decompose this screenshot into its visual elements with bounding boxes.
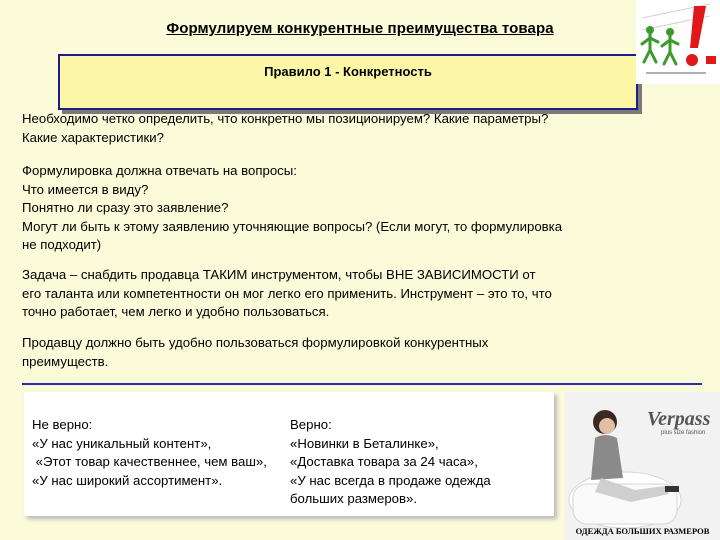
right-item: «Доставка товара за 24 часа», xyxy=(290,454,478,469)
text-line: Понятно ли сразу это заявление? xyxy=(22,200,229,215)
photo-caption: ОДЕЖДА БОЛЬШИХ РАЗМЕРОВ xyxy=(575,526,710,536)
wrong-item: «Этот товар качественнее, чем ваш», xyxy=(32,454,267,469)
wrong-item: «У нас широкий ассортимент». xyxy=(32,472,223,488)
brand-tagline: plus size fashion xyxy=(661,430,706,436)
paragraph-4 xyxy=(22,334,702,371)
right-item: «У нас всегда в продаже одежда xyxy=(290,472,491,488)
right-heading: Верно: xyxy=(290,417,332,432)
text-line: Могут ли быть к этому заявлению уточняющие вопросы? (Если могут, то формулировка xyxy=(22,218,563,234)
text-line: Продавцу должно быть удобно пользоваться формулировкой конкурентных xyxy=(22,335,489,350)
paragraph-1 xyxy=(22,110,702,147)
advert-photo xyxy=(565,392,720,540)
right-column xyxy=(290,416,491,509)
text-line: Какие характеристики? xyxy=(22,129,164,145)
text-line: его таланта или компетентности он мог легко его применить. Инструмент – это то, что xyxy=(22,285,552,301)
paragraph-2 xyxy=(22,162,702,255)
text-line: Формулировка должна отвечать на вопросы: xyxy=(22,163,297,178)
slide-title: Формулируем конкурентные преимущества товара xyxy=(166,20,554,37)
text-line: точно работает, чем легко и удобно пользоваться. xyxy=(22,304,330,319)
paragraph-3 xyxy=(22,266,702,322)
exclamation-figures-logo xyxy=(636,0,720,84)
divider-line xyxy=(22,383,702,385)
right-item: больших размеров». xyxy=(290,491,418,506)
wrong-item: «У нас уникальный контент», xyxy=(32,435,212,451)
rule-box xyxy=(58,54,638,110)
rule-label: Правило 1 - Конкретность xyxy=(264,64,432,79)
text-line: Задача – снабдить продавца ТАКИМ инструментом, чтобы ВНЕ ЗАВИСИМОСТИ от xyxy=(22,267,536,282)
right-item: «Новинки в Беталинке», xyxy=(290,435,439,451)
text-line: Необходимо четко определить, что конкретно мы позиционируем? Какие параметры? xyxy=(22,111,549,126)
text-line: преимуществ. xyxy=(22,353,109,369)
examples-box xyxy=(24,392,554,516)
text-line: не подходит) xyxy=(22,237,102,252)
wrong-column xyxy=(32,416,267,490)
brand-name: Verpass xyxy=(647,408,711,430)
text-line: Что имеется в виду? xyxy=(22,181,149,197)
wrong-heading: Не верно: xyxy=(32,417,93,432)
